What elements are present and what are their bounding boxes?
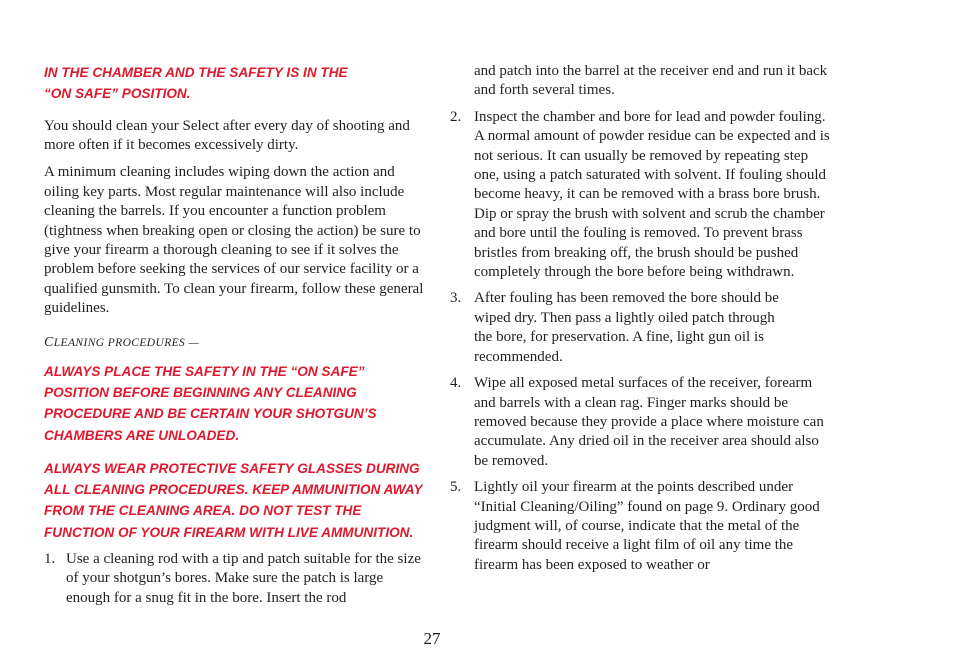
steps-list bbox=[450, 108, 832, 575]
step-number: 4. bbox=[450, 375, 462, 392]
list-item-step-5 bbox=[450, 478, 832, 575]
paragraph-minimum-cleaning: A minimum cleaning includes wiping down the action and oiling key parts. Most regular maintenance will also include cleaning the barrels. If you encounter a function problem (tightness when breaking open or closing the action) be sure to give your firearm a thorough cleaning to see if it solves the problem before seeking the services of our service facility or a qualified gunsmith. To clean your firearm, follow these general guidelines. bbox=[44, 164, 424, 317]
page-number: 27 bbox=[423, 629, 441, 648]
subhead-initial: C bbox=[44, 334, 54, 350]
paragraph-clean-frequency: You should clean your Select after every day of shooting and more often if it becomes excessively dirty. bbox=[44, 117, 410, 153]
step-number: 3. bbox=[450, 290, 462, 307]
right-column bbox=[450, 62, 832, 582]
section-heading-cleaning-procedures bbox=[44, 335, 424, 351]
list-item-step-3 bbox=[450, 289, 786, 367]
step-number: 5. bbox=[450, 479, 462, 496]
step-number: 1. bbox=[44, 551, 56, 568]
warning-top-line-2: “ON SAFE” POSITION. bbox=[44, 86, 191, 102]
step-number: 2. bbox=[450, 108, 462, 125]
warning-safety-glasses: ALWAYS WEAR PROTECTIVE SAFETY GLASSES DURING ALL CLEANING PROCEDURES. KEEP AMMUNITION AWAY FROM THE CLEANING AREA. DO NOT TEST THE FUNCTION OF YOUR FIREARM WITH LIVE AMMUNITION. bbox=[44, 460, 423, 540]
left-column bbox=[44, 62, 424, 615]
list-item-step-4 bbox=[450, 374, 832, 471]
warning-top-line-1: IN THE CHAMBER AND THE SAFETY IS IN THE bbox=[44, 65, 348, 80]
list-item-step-2 bbox=[450, 108, 832, 283]
step-text: Use a cleaning rod with a tip and patch suitable for the size of your shotgun’s bores. Make sure the patch is large enough for a snug fit in the bore. Insert the rod bbox=[66, 551, 421, 606]
step-text: After fouling has been removed the bore should be wiped dry. Then pass a lightly oiled patch through the bore, for preservation. A fine, light gun oil is recommended. bbox=[474, 290, 779, 365]
subhead-rest: LEANING PROCEDURES — bbox=[53, 336, 200, 349]
step-text: Wipe all exposed metal surfaces of the receiver, forearm and barrels with a clean rag. Finger marks should be removed because they provide a place where moisture can accumulate. Any dried oil in the receiver area should also be removed. bbox=[474, 375, 824, 469]
warning-heading-top bbox=[44, 62, 424, 105]
list-item-step-1 bbox=[44, 550, 424, 608]
step-1-continuation: and patch into the barrel at the receiver end and run it back and forth several times. bbox=[474, 63, 828, 99]
warning-safety-position: ALWAYS PLACE THE SAFETY IN THE “ON SAFE” POSITION BEFORE BEGINNING ANY CLEANING PROCEDURE AND BE CERTAIN YOUR SHOTGUN’S CHAMBERS ARE UNLOADED. bbox=[44, 363, 377, 443]
step-text: Lightly oil your firearm at the points described under “Initial Cleaning/Oiling” found on page 9. Ordinary good judgment will, of course, indicate that the metal of the firearm should receive a light film of oil any time the firearm has been exposed to weather or bbox=[474, 479, 820, 573]
step-text: Inspect the chamber and bore for lead and powder fouling. A normal amount of powder residue can be expected and is not serious. It can usually be removed by repeating step one, using a patch saturated with solvent. If fouling should become heavy, it can be removed with a brass bore brush. Dip or spray the brush with solvent and scrub the chamber and bore until the fouling is removed. To prevent brass bristles from breaking off, the brush should be pushed completely through the bore before being withdrawn. bbox=[474, 108, 830, 281]
